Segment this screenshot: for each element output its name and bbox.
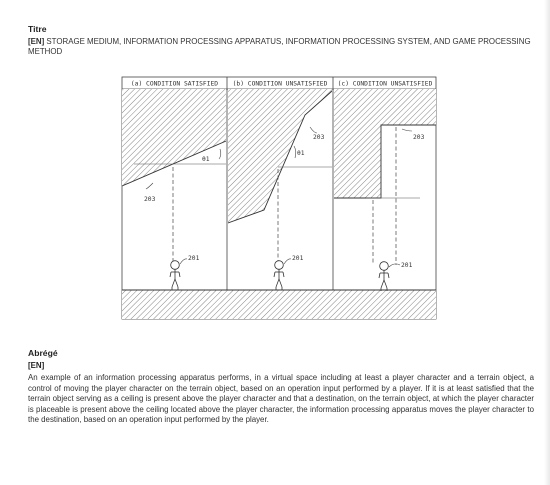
title-section-label: Titre [28,24,47,34]
page-edge-shadow [544,0,550,485]
panel-b-terrain [228,89,332,223]
panel-c-terrain-ref: 203 [413,134,425,141]
abstract-section-label: Abrégé [28,348,58,358]
panel-a-terrain-ref: 203 [144,196,156,203]
panel-c-player-character [379,262,389,291]
abstract-lang-tag: [EN] [28,361,45,370]
ground-terrain [122,290,436,319]
panel-c-player-ref: 201 [401,262,413,269]
title-text: STORAGE MEDIUM, INFORMATION PROCESSING APPARATUS, INFORMATION PROCESSING SYSTEM, AND GAME PROCESSING METHOD [28,37,531,57]
abstract-text: An example of an information processing apparatus performs, in a virtual space including at least a player character and a terrain object, a control of moving the player character on the terrain object, based on an operation input performed by a player. If it is at least satisfied that the terrain object serving as a ceiling is present above the player character and that a destination, on the terrain object, at which the player character is placeable is present above the ceiling located above the player character, the information processing apparatus moves the player character to the destination, based on an operation input performed by the player. [28,373,534,425]
panel-b-terrain-ref: 203 [313,134,325,141]
drawing-svg [120,75,438,321]
panel-a-angle-label: θ1 [202,156,210,163]
panel-a-player-ref: 201 [188,255,200,262]
panel-a-terrain [122,89,226,186]
panel-b-player-character [274,261,284,290]
panel-c-label: (c) CONDITION UNSATISFIED [337,80,433,88]
panel-c-terrain [334,89,436,198]
panel-a-label: (a) CONDITION SATISFIED [130,80,219,88]
title-text-block [28,37,538,58]
panel-b-label: (b) CONDITION UNSATISFIED [232,80,328,88]
title-lang-tag: [EN] [28,37,45,46]
panel-b-angle-label: θ1 [297,150,305,157]
patent-drawing [120,75,438,321]
panel-a-player-character [170,261,180,290]
panel-b-player-ref: 201 [292,255,304,262]
